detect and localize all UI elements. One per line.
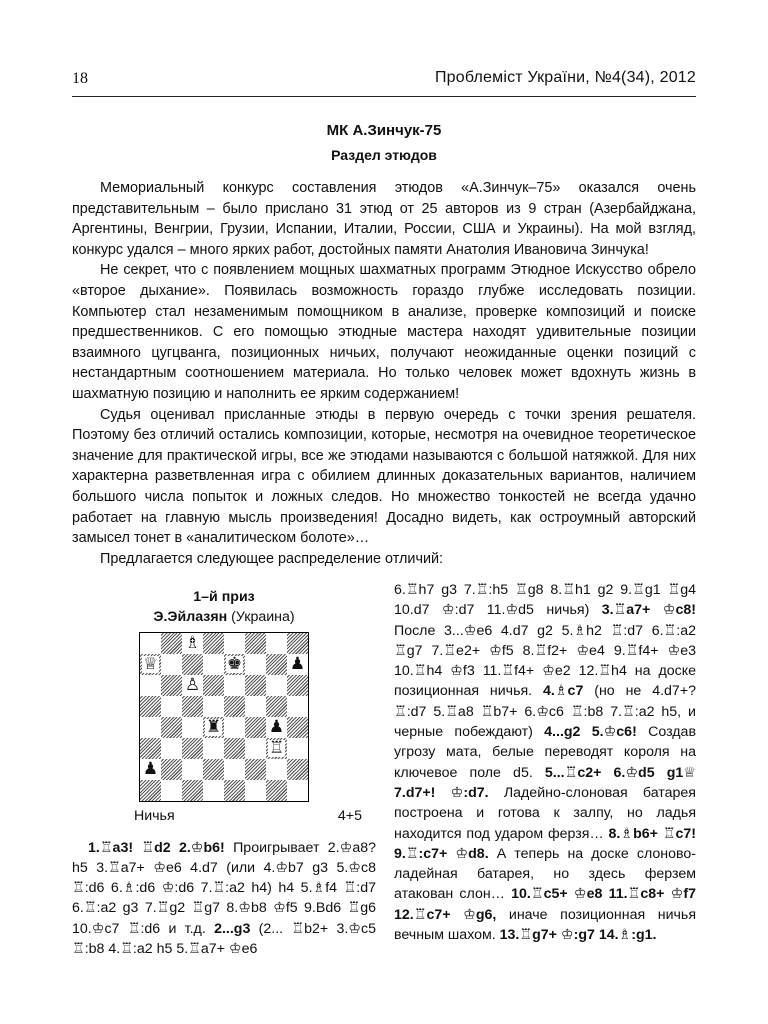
- chess-piece: ♟: [268, 716, 285, 737]
- article-subtitle: Раздел этюдов: [331, 147, 437, 163]
- main-line-move: 4.♗c7: [543, 683, 584, 700]
- square-c3: [182, 738, 203, 759]
- square-d7: [203, 654, 224, 675]
- paragraph: Предлагается следующее распределение отличий:: [100, 550, 444, 567]
- square-f6: [245, 675, 266, 696]
- square-h2: [287, 759, 308, 780]
- square-h6: [287, 675, 308, 696]
- square-a3: [140, 738, 161, 759]
- square-b8: [161, 633, 182, 654]
- solution-text-left: [72, 838, 376, 960]
- square-h8: [287, 633, 308, 654]
- paragraph: Мемориальный конкурс составления этюдов «А.Зинчук–75» оказался очень представительным – было прислано 31 этюд от 25 авторов из 9 стран (Азербайджана, Аргентины, Венгрии, Грузии, Испании, Италии, России, США и Украины). На мой взгляд, конкурс удался – много ярких работ, достойных памяти Анатолия Ивановича Зинчука!: [72, 180, 696, 258]
- square-f1: [245, 780, 266, 801]
- square-e7: [224, 654, 245, 675]
- left-column: [72, 587, 376, 959]
- chess-piece: ♟: [289, 653, 306, 674]
- square-b2: [161, 759, 182, 780]
- paragraph: Судья оценивал присланные этюды в первую очередь с точки зрения решателя. Поэтому без отличий остались композиции, которые, несмотря на очевидное теоретическое значение для практической игры, все же этюдами называются с большой натяжкой. Для них характерна разветвленная игра с обилием длинных доказательных вариантов, наличием большого числа попыток и ложных следов. Но множество тонкостей не всегда удачно работает на главную мысль произведения! Досадно видеть, как остроумный авторский замысел тонет в «аналитическом болоте»…: [72, 406, 696, 547]
- square-c5: [182, 696, 203, 717]
- main-line-move: 10.♖c5+ ♔e8 11.♖c8+ ♔f7 12.♖c7+ ♔g6,: [394, 886, 696, 923]
- square-b5: [161, 696, 182, 717]
- square-d3: [203, 738, 224, 759]
- square-g7: [266, 654, 287, 675]
- square-d4: [203, 717, 224, 738]
- solution-paragraph: [72, 838, 376, 960]
- chess-piece: ♗: [184, 632, 201, 653]
- square-d5: [203, 696, 224, 717]
- paragraph: Не секрет, что с появлением мощных шахматных программ Этюдное Искусство обрело «второе дыхание». Появилась возможность гораздо глубже исследовать позиции. Компьютер стал незаменимым помощником в анализе, проверке композиций и поиске предшественников. С его помощью этюдные мастера находят удивительные позиции взаимного цугцванга, позиционных ничьих, получают неожиданные оценки позиций с нестандартным соотношением материала. Но только человек может вдохнуть жизнь в шахматную позицию и наполнить ее ярким содержанием!: [72, 262, 696, 402]
- square-c6: [182, 675, 203, 696]
- annotation-text: (но не 4.d7+? ♖:d7 5.♖a8 ♖b7+ 6.♔c6 ♖:b8 7.♖:a2 h5, и черные побеждают): [394, 683, 696, 741]
- square-g8: [266, 633, 287, 654]
- page-number: 18: [72, 70, 88, 87]
- square-g3: [266, 738, 287, 759]
- square-d2: [203, 759, 224, 780]
- square-h3: [287, 738, 308, 759]
- annotation-text: После 3...♔e6 4.d7 g2 5.♗h2 ♖:d7 6.♖:a2 ♖g7 7.♖e2+ ♔f5 8.♖f2+ ♔e4 9.♖f4+ ♔e3 10.♖h4 ♔f3 11.♖f4+ ♔e2 12.♖h4 на доске позиционная ничья.: [394, 622, 696, 700]
- main-line-move: 2...g3: [214, 920, 251, 937]
- square-b4: [161, 717, 182, 738]
- author-name: Э.Эйлазян: [153, 609, 228, 626]
- journal-title: Проблеміст України, №4(34), 2012: [434, 69, 696, 86]
- article-title: МК А.Зинчук-75: [326, 122, 442, 139]
- annotation-text: А теперь на доске слоново-ладейная батарея, но здесь ферзем атакован слон…: [394, 845, 696, 903]
- square-d8: [203, 633, 224, 654]
- square-a4: [140, 717, 161, 738]
- square-h4: [287, 717, 308, 738]
- square-g4: [266, 717, 287, 738]
- square-a7: [140, 654, 161, 675]
- main-line-move: 1.♖a3! ♖d2 2.♔b6!: [88, 839, 225, 856]
- main-line-move: 5...♖c2+ 6.♔d5 g1♕ 7.d7+! ♔:d7.: [394, 764, 696, 801]
- square-d1: [203, 780, 224, 801]
- square-g1: [266, 780, 287, 801]
- square-a2: [140, 759, 161, 780]
- square-f7: [245, 654, 266, 675]
- square-h1: [287, 780, 308, 801]
- main-line-move: 8.♗b6+ ♖c7! 9.♖:c7+ ♔d8.: [394, 825, 697, 862]
- square-a6: [140, 675, 161, 696]
- study-author: [72, 607, 376, 627]
- main-line-move: 13.♖g7+ ♔:g7 14.♗:g1.: [499, 927, 657, 944]
- annotation-text: Ладейно-слоновая батарея построена и готова к залпу, но ладья находится под ударом ферзя…: [394, 784, 696, 842]
- chess-piece: ♕: [142, 653, 159, 674]
- chess-piece: ♙: [184, 674, 201, 695]
- annotation-text: 6.♖h7 g3 7.♖:h5 ♖g8 8.♖h1 g2 9.♖g1 ♖g4 10.d7 ♔:d7 11.♔d5 ничья): [394, 582, 696, 619]
- material-count: 4+5: [337, 807, 362, 824]
- chess-piece: ♖: [268, 737, 285, 758]
- square-a8: [140, 633, 161, 654]
- square-f5: [245, 696, 266, 717]
- diagram-caption: [72, 806, 376, 826]
- square-g6: [266, 675, 287, 696]
- square-a1: [140, 780, 161, 801]
- square-a5: [140, 696, 161, 717]
- square-b1: [161, 780, 182, 801]
- chess-diagram: [139, 632, 309, 802]
- stipulation: Ничья: [134, 807, 175, 824]
- author-country: (Украина): [231, 609, 295, 626]
- square-b3: [161, 738, 182, 759]
- square-e3: [224, 738, 245, 759]
- annotation-text: Проигрывает 2.♔a8? h5 3.♖a7+ ♔e6 4.d7 (или 4.♔b7 g3 5.♔c8 ♖:d6 6.♗:d6 ♔:d6 7.♖:a2 h4) h4 5.♗f4 ♖:d7 6.♖:a2 g3 7.♖g2 ♖g7 8.♔b8 ♔f5 9.Bd6 ♖g6 10.♔c7 ♖:d6 и т.д.: [72, 839, 376, 937]
- square-c1: [182, 780, 203, 801]
- right-column: [394, 580, 696, 945]
- annotation-text: (2... ♖b2+ 3.♔c5 ♖:b8 4.♖:a2 h5 5.♖a7+ ♔e6: [72, 920, 376, 958]
- square-e6: [224, 675, 245, 696]
- chess-piece: ♜: [205, 716, 222, 737]
- square-b6: [161, 675, 182, 696]
- square-c8: [182, 633, 203, 654]
- annotation-text: Создав угрозу мата, белые переводят короля на ключевое поле d5.: [394, 724, 696, 781]
- square-f8: [245, 633, 266, 654]
- chess-piece: ♚: [226, 653, 243, 674]
- square-e4: [224, 717, 245, 738]
- square-e2: [224, 759, 245, 780]
- main-line-move: 3.♖a7+ ♔c8!: [601, 602, 696, 619]
- square-c7: [182, 654, 203, 675]
- annotation-text: иначе позиционная ничья вечным шахом.: [394, 906, 696, 944]
- square-h5: [287, 696, 308, 717]
- square-g5: [266, 696, 287, 717]
- square-c2: [182, 759, 203, 780]
- chess-board: [140, 633, 308, 801]
- square-b7: [161, 654, 182, 675]
- prize-heading: 1–й приз: [193, 589, 255, 605]
- square-f2: [245, 759, 266, 780]
- square-g2: [266, 759, 287, 780]
- running-header: [72, 70, 696, 97]
- chess-piece: ♟: [142, 758, 159, 779]
- square-d6: [203, 675, 224, 696]
- square-c4: [182, 717, 203, 738]
- square-h7: [287, 654, 308, 675]
- main-line-move: 4...g2 5.♔c6!: [544, 724, 637, 741]
- square-e8: [224, 633, 245, 654]
- solution-continuation: [394, 580, 696, 945]
- square-f4: [245, 717, 266, 738]
- square-e1: [224, 780, 245, 801]
- intro-text: [72, 178, 696, 569]
- square-f3: [245, 738, 266, 759]
- square-e5: [224, 696, 245, 717]
